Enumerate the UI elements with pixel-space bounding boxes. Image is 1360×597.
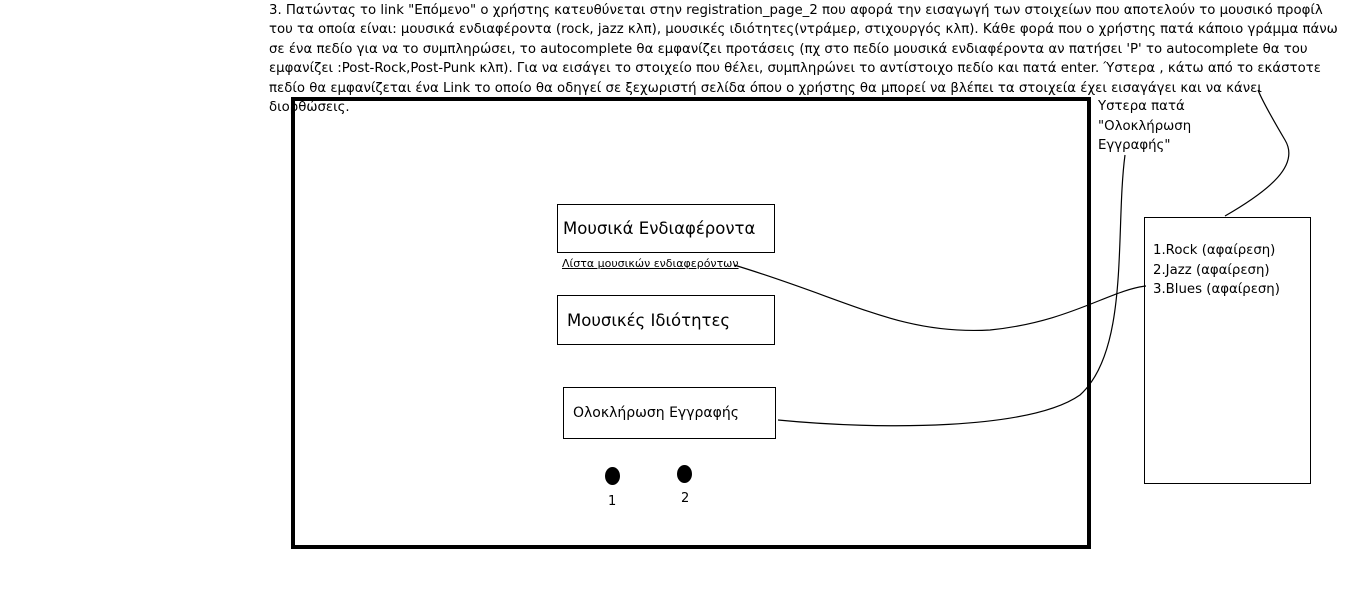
page-1-label: 1 [608,494,617,509]
music-interests-list-link[interactable]: Λίστα μουσικών ενδιαφερόντων [562,257,739,270]
music-properties-field[interactable]: Μουσικές Ιδιότητες [557,295,775,345]
music-interests-field[interactable]: Μουσικά Ενδιαφέροντα [557,204,775,253]
interest-item-rock[interactable]: 1.Rock (αφαίρεση) [1153,243,1276,258]
page-2-dot[interactable] [677,465,692,483]
complete-registration-button[interactable]: Ολοκλήρωση Εγγραφής [563,387,776,439]
page-2-label: 2 [681,491,690,506]
interests-list-panel [1144,217,1311,484]
page-1-dot[interactable] [605,467,620,485]
interest-item-jazz[interactable]: 2.Jazz (αφαίρεση) [1153,262,1270,278]
side-note: Υστερα πατά "Ολοκλήρωση Εγγραφής" [1098,99,1192,153]
interest-item-blues[interactable]: 3.Blues (αφαίρεση) [1153,282,1280,297]
description-text: 3. Πατώντας το link "Επόμενο" ο χρήστης κατευθύνεται στην registration_page_2 που αφορά την εισαγωγή των στοιχείων που αποτελούν το μουσικό προφίλ του τα οποία είναι: μουσικά ενδιαφέροντα (rock, jazz κλπ), μουσικές ιδιότητες(ντράμερ, στιχουργός κλπ). Κάθε φορά που ο χρήστης πατά κάποιο γράμμα πάνω σε ένα πεδίο για να το συμπληρώσει, το autocomplete θα εμφανίζει προτάσεις (πχ στο πεδίο μουσικά ενδιαφέροντα αν πατήσει 'P' το autocomplete θα του εμφανίζει :Post-Rock,Post-Punk κλπ). Για να εισάγει το στοιχείο που θέλει, συμπληρώνει το αντίστοιχο πεδίο και πατά enter. Ύστερα , κάτω από το εκάστοτε πεδίο θα εμφανίζεται ένα Link το οποίο θα οδηγεί σε ξεχωριστή σελίδα όπου ο χρήστης θα μπορεί να βλέπει τα στοιχεία έχει εισαγάγει και να κάνει διορθώσεις. [269,3,1338,116]
